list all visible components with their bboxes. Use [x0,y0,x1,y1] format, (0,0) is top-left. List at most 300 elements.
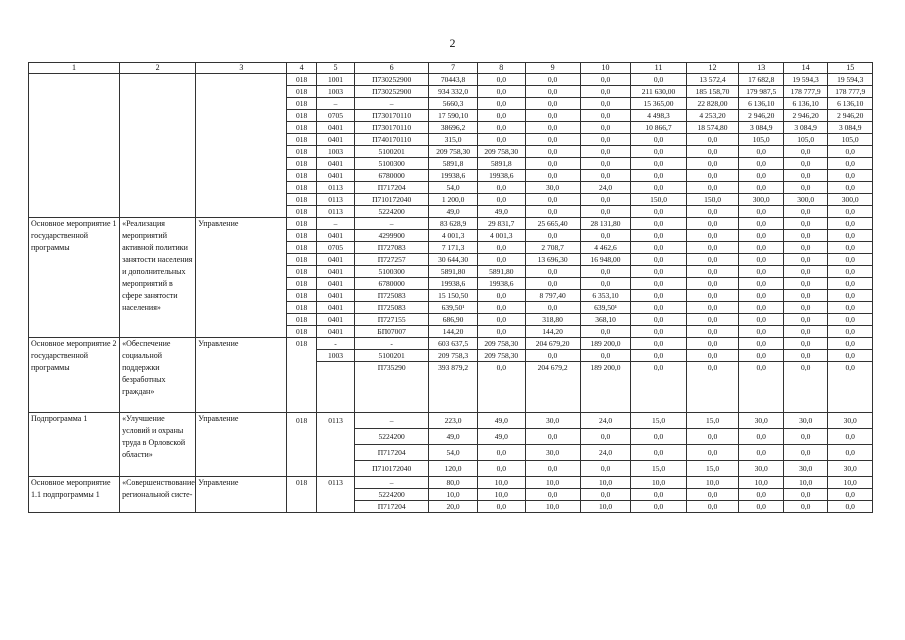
data-cell: 0,0 [525,302,580,314]
data-cell: 0401 [317,278,355,290]
data-cell: 24,0 [580,445,631,461]
data-cell: 0,0 [686,254,739,266]
data-cell: 0401 [317,122,355,134]
header-row [29,63,873,74]
data-cell: 179 987,5 [739,86,783,98]
data-cell: 0,0 [477,326,525,338]
data-cell: 0,0 [783,218,827,230]
data-cell: 018 [287,290,317,302]
data-cell: 10,0 [525,477,580,489]
data-cell: 0,0 [739,362,783,413]
data-cell: 0,0 [739,170,783,182]
data-cell: 30,0 [828,461,873,477]
data-cell: 0,0 [580,110,631,122]
data-cell: 0,0 [686,146,739,158]
data-cell: 018 [287,230,317,242]
data-cell: 0,0 [631,134,686,146]
data-cell: 0,0 [686,302,739,314]
data-cell: 5891,8 [429,158,478,170]
data-cell: 209 758,30 [477,338,525,350]
column-number: 3 [196,63,287,74]
data-cell: 0,0 [828,242,873,254]
data-cell: 10,0 [739,477,783,489]
data-cell: 934 332,0 [429,86,478,98]
data-cell: 0,0 [477,242,525,254]
data-cell: П717204 [355,501,429,513]
data-cell: 0,0 [739,206,783,218]
data-cell: 0,0 [631,182,686,194]
data-cell: 120,0 [429,461,478,477]
data-cell: 0,0 [739,242,783,254]
executor-cell: Управление [196,413,287,477]
data-cell: 0,0 [525,110,580,122]
data-cell: 0,0 [525,74,580,86]
data-cell: 0,0 [686,278,739,290]
description-cell [120,74,196,218]
table-row [29,413,873,429]
data-cell: 24,0 [580,413,631,429]
data-cell: 018 [287,194,317,206]
data-cell: 0,0 [783,362,827,413]
executor-cell: Управление [196,338,287,413]
data-cell: 29 831,7 [477,218,525,230]
table-row [29,338,873,350]
data-cell: 10,0 [686,477,739,489]
data-cell: 0,0 [631,290,686,302]
data-cell: 0,0 [783,182,827,194]
data-cell: 0,0 [686,182,739,194]
data-cell: 0,0 [580,74,631,86]
data-cell: 0,0 [580,170,631,182]
data-cell: 0,0 [631,445,686,461]
data-cell: П730170110 [355,110,429,122]
data-cell: 5100201 [355,350,429,362]
data-cell: 0,0 [580,158,631,170]
data-cell: 0,0 [580,461,631,477]
data-cell: 49,0 [477,429,525,445]
data-cell: 5100300 [355,266,429,278]
data-cell: 6780000 [355,170,429,182]
data-cell: 0,0 [580,206,631,218]
data-cell: 0,0 [783,445,827,461]
data-cell: 5660,3 [429,98,478,110]
data-cell: 0,0 [739,218,783,230]
data-cell: 0,0 [739,158,783,170]
data-cell: 300,0 [828,194,873,206]
data-cell: 318,80 [525,314,580,326]
data-cell: 0,0 [525,134,580,146]
column-number: 9 [525,63,580,74]
data-cell: 204 679,20 [525,338,580,350]
data-cell: 0,0 [631,501,686,513]
data-cell: 0,0 [525,489,580,501]
data-cell: 0,0 [686,338,739,350]
column-number: 15 [828,63,873,74]
data-cell: 189 200,0 [580,362,631,413]
data-cell: 5891,8 [477,158,525,170]
data-cell: 0,0 [631,242,686,254]
data-cell: 15,0 [686,413,739,429]
data-cell: 15 150,50 [429,290,478,302]
data-cell: 0,0 [580,146,631,158]
data-cell: 0,0 [828,350,873,362]
data-cell: 15,0 [686,461,739,477]
data-cell: 0,0 [739,429,783,445]
data-cell: 0,0 [686,230,739,242]
data-cell: – [355,98,429,110]
data-cell: 0,0 [783,302,827,314]
data-cell: П730252900 [355,86,429,98]
data-cell: 5224200 [355,489,429,501]
data-cell: 1003 [317,146,355,158]
data-cell: 10,0 [525,501,580,513]
data-cell: 0,0 [783,501,827,513]
name-cell [29,74,120,218]
data-cell: 0,0 [477,122,525,134]
data-cell: 30,0 [525,182,580,194]
data-cell: 3 084,9 [783,122,827,134]
data-cell: 0,0 [739,146,783,158]
data-cell [317,362,355,413]
data-cell: 0,0 [525,278,580,290]
data-cell: 0,0 [739,278,783,290]
data-cell: 19938,6 [477,170,525,182]
data-cell: 17 682,8 [739,74,783,86]
data-cell: 105,0 [783,134,827,146]
data-cell: 0,0 [686,134,739,146]
data-cell: 018 [287,110,317,122]
data-cell: 20,0 [429,501,478,513]
data-cell: 0,0 [686,489,739,501]
data-cell: - [317,338,355,350]
data-cell: 0,0 [631,350,686,362]
data-cell: 0,0 [739,230,783,242]
data-cell: 018 [287,266,317,278]
data-cell: 0,0 [783,338,827,350]
data-cell: 3 084,9 [739,122,783,134]
data-cell: 018 [287,134,317,146]
data-cell: 0,0 [580,278,631,290]
data-cell: 0,0 [686,350,739,362]
data-cell: П727257 [355,254,429,266]
data-cell: 0,0 [828,501,873,513]
data-cell: 4 001,3 [429,230,478,242]
data-cell: 018 [287,98,317,110]
data-cell: 0,0 [783,314,827,326]
data-cell: 0,0 [828,170,873,182]
executor-cell: Управление [196,477,287,513]
data-cell: 105,0 [828,134,873,146]
data-cell: 144,20 [429,326,478,338]
data-cell: 018 [287,242,317,254]
data-cell: 0,0 [525,146,580,158]
data-cell: 0,0 [525,230,580,242]
data-cell: П727155 [355,314,429,326]
data-cell: 0,0 [631,218,686,230]
data-cell: - [355,338,429,350]
data-cell: 17 590,10 [429,110,478,122]
data-cell: 0,0 [477,182,525,194]
data-cell: 80,0 [429,477,478,489]
data-cell: 6 136,10 [783,98,827,110]
data-cell: 0,0 [828,362,873,413]
table-row [29,477,873,489]
data-cell: 0,0 [477,254,525,266]
data-cell: 0401 [317,134,355,146]
data-cell: 211 630,00 [631,86,686,98]
data-cell: 10,0 [783,477,827,489]
data-cell: 0401 [317,266,355,278]
data-cell: 6 353,10 [580,290,631,302]
data-cell: 30,0 [828,413,873,429]
data-cell: 25 665,40 [525,218,580,230]
data-cell: 15,0 [631,461,686,477]
data-cell: 13 572,4 [686,74,739,86]
data-cell: 0,0 [580,98,631,110]
data-cell: 1003 [317,350,355,362]
data-cell: 018 [287,122,317,134]
data-cell: 0,0 [580,429,631,445]
data-cell: 0,0 [631,74,686,86]
data-cell: 4 001,3 [477,230,525,242]
data-cell: 10,0 [580,501,631,513]
data-cell: 0,0 [828,254,873,266]
data-cell: 0,0 [477,98,525,110]
data-cell: 0,0 [783,158,827,170]
data-cell: 150,0 [686,194,739,206]
description-cell: «Улучшение условий и охраны труда в Орловской области» [120,413,196,477]
data-cell: 0401 [317,314,355,326]
data-cell: 0,0 [783,266,827,278]
data-cell: 0,0 [828,218,873,230]
data-cell: – [355,477,429,489]
data-cell: 1003 [317,86,355,98]
data-cell: 0,0 [739,182,783,194]
data-cell: 018 [287,170,317,182]
data-cell: 2 946,20 [739,110,783,122]
data-cell: 0,0 [686,326,739,338]
data-cell: 54,0 [429,445,478,461]
data-cell: 1 200,0 [429,194,478,206]
grbs-cell: 018 [287,477,317,513]
table-row [29,218,873,230]
data-cell: 83 628,9 [429,218,478,230]
data-cell: 368,10 [580,314,631,326]
data-cell: 0,0 [580,350,631,362]
data-cell: 0,0 [477,314,525,326]
data-cell: 018 [287,314,317,326]
data-cell: 0,0 [525,266,580,278]
data-cell: 0,0 [739,302,783,314]
data-cell: 0,0 [580,326,631,338]
data-cell: 0,0 [631,266,686,278]
data-cell: П740170110 [355,134,429,146]
data-cell: 8 797,40 [525,290,580,302]
data-cell: 0113 [317,194,355,206]
data-cell: 0,0 [477,194,525,206]
data-cell: 0,0 [631,230,686,242]
data-cell: 185 158,70 [686,86,739,98]
data-cell: 0,0 [477,86,525,98]
data-cell: 189 200,0 [580,338,631,350]
data-cell: – [355,218,429,230]
data-cell: 018 [287,146,317,158]
data-cell: 0,0 [783,326,827,338]
grbs-cell: 018 [287,338,317,413]
data-cell: 0,0 [739,254,783,266]
data-cell: 38696,2 [429,122,478,134]
data-cell: 19938,6 [477,278,525,290]
data-cell: 0,0 [631,158,686,170]
data-cell: 5891,80 [429,266,478,278]
data-cell: 018 [287,74,317,86]
data-cell: 10,0 [580,477,631,489]
data-cell: 49,0 [429,429,478,445]
data-cell: 0,0 [828,290,873,302]
data-cell: 0,0 [525,429,580,445]
data-cell: П730170110 [355,122,429,134]
data-cell: 0113 [317,206,355,218]
data-cell: 0,0 [686,242,739,254]
data-cell: 22 828,00 [686,98,739,110]
data-cell: 28 131,80 [580,218,631,230]
data-cell: 0,0 [739,338,783,350]
data-cell: 0113 [317,182,355,194]
data-cell: 209 758,30 [477,146,525,158]
data-cell: 150,0 [631,194,686,206]
data-cell: 0,0 [739,266,783,278]
data-cell: П725083 [355,290,429,302]
data-cell: П725083 [355,302,429,314]
data-cell: 0,0 [477,501,525,513]
budget-table [28,62,873,513]
data-cell: 0,0 [828,230,873,242]
data-cell: 15 365,00 [631,98,686,110]
data-cell: 13 696,30 [525,254,580,266]
data-cell: 0,0 [783,254,827,266]
data-cell: П727083 [355,242,429,254]
data-cell: 5100300 [355,158,429,170]
data-cell: 0,0 [477,290,525,302]
data-cell: БП07007 [355,326,429,338]
data-cell: 0,0 [631,146,686,158]
data-cell: 0,0 [580,134,631,146]
data-cell: 0,0 [477,445,525,461]
data-cell: 0,0 [525,206,580,218]
data-cell: 0401 [317,254,355,266]
data-cell: 0401 [317,158,355,170]
data-cell: 2 946,20 [783,110,827,122]
data-cell: 144,20 [525,326,580,338]
data-cell: 0,0 [783,230,827,242]
data-cell: 0,0 [828,266,873,278]
data-cell: 0,0 [580,266,631,278]
data-cell: 0,0 [828,158,873,170]
data-cell: 0,0 [783,489,827,501]
data-cell: 30 644,30 [429,254,478,266]
data-cell: 0,0 [828,206,873,218]
page-number: 2 [449,36,456,50]
data-cell: 0401 [317,326,355,338]
data-cell: 0,0 [580,489,631,501]
data-cell: 686,90 [429,314,478,326]
section-cell: 0113 [317,477,355,513]
data-cell: 0,0 [525,86,580,98]
data-cell: 0,0 [686,266,739,278]
data-cell: П730252900 [355,74,429,86]
data-cell: 0,0 [580,194,631,206]
data-cell: 30,0 [525,413,580,429]
data-cell: 49,0 [477,206,525,218]
data-cell: 0705 [317,110,355,122]
data-cell: 0,0 [631,206,686,218]
data-cell: 018 [287,254,317,266]
data-cell: 0705 [317,242,355,254]
data-cell: 0,0 [828,314,873,326]
column-number: 7 [429,63,478,74]
column-number: 5 [317,63,355,74]
data-cell: 49,0 [477,413,525,429]
section-cell: 0113 [317,413,355,477]
data-cell: 209 758,30 [429,146,478,158]
data-cell: П717204 [355,445,429,461]
data-cell: 0,0 [739,501,783,513]
data-cell: 209 758,3 [429,350,478,362]
data-cell: 0,0 [580,86,631,98]
column-number: 1 [29,63,120,74]
data-cell: 0,0 [686,206,739,218]
data-cell: 0401 [317,302,355,314]
data-cell: П717204 [355,182,429,194]
data-cell: 0,0 [783,242,827,254]
data-cell: 018 [287,326,317,338]
data-cell: 0,0 [525,158,580,170]
data-cell: 6780000 [355,278,429,290]
data-cell: 0,0 [686,501,739,513]
data-cell: 24,0 [580,182,631,194]
data-cell: 4299900 [355,230,429,242]
data-cell: 0,0 [477,74,525,86]
data-cell: 4 462,6 [580,242,631,254]
column-number: 11 [631,63,686,74]
data-cell: 0,0 [783,290,827,302]
data-cell: 0,0 [783,350,827,362]
data-cell: 0,0 [477,110,525,122]
data-cell: 0,0 [580,230,631,242]
data-cell: 300,0 [739,194,783,206]
data-cell: 0,0 [783,206,827,218]
data-cell: 2 946,20 [828,110,873,122]
data-cell: 3 084,9 [828,122,873,134]
column-number: 14 [783,63,827,74]
data-cell: 0,0 [828,429,873,445]
data-cell: – [355,413,429,429]
data-cell: 0,0 [525,170,580,182]
data-cell: 0,0 [525,98,580,110]
data-cell: П710172040 [355,461,429,477]
column-number: 12 [686,63,739,74]
data-cell: 0,0 [686,314,739,326]
data-cell: 30,0 [739,461,783,477]
data-cell: 0,0 [739,350,783,362]
data-cell: 0,0 [828,338,873,350]
data-cell: 0,0 [783,146,827,158]
data-cell: 018 [287,218,317,230]
data-cell: 10 866,7 [631,122,686,134]
data-cell: 204 679,2 [525,362,580,413]
data-cell: 0401 [317,230,355,242]
data-cell: 0,0 [525,194,580,206]
